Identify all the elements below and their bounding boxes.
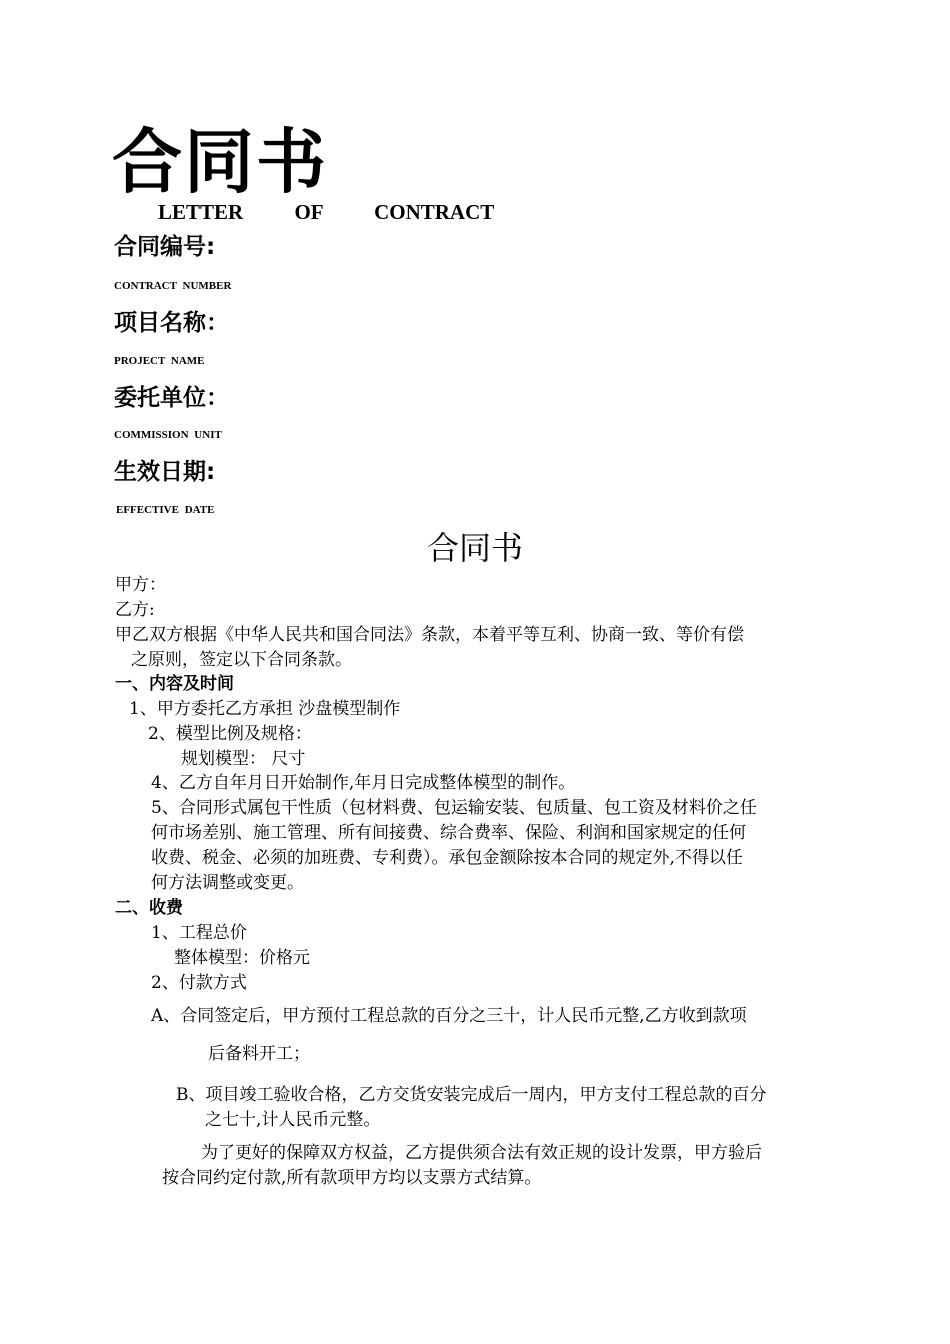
payment-b-line-2: 之七十,计人民币元整。 xyxy=(205,1110,381,1130)
effective-date-label: 生效日期: xyxy=(114,459,216,485)
intro-line-1: 甲乙双方根据《中华人民共和国合同法》条款，本着平等互利、协商一致、等价有偿 xyxy=(115,625,744,645)
s2-item-1-sub: 整体模型：价格元 xyxy=(174,948,310,968)
s1-item-5-line-2: 何市场差别、施工管理、所有间接费、综合费率、保险、利润和国家规定的任何 xyxy=(151,823,746,843)
s1-item-5-line-4: 何方法调整或变更。 xyxy=(151,873,304,893)
s2-item-2: 2、付款方式 xyxy=(151,973,247,993)
closing-line-1: 为了更好的保障双方权益，乙方提供须合法有效正规的设计发票，甲方验后 xyxy=(201,1143,762,1163)
contract-number-label-en: CONTRACT NUMBER xyxy=(114,280,232,292)
s1-item-2-sub: 规划模型： 尺寸 xyxy=(181,749,306,769)
contract-body-title: 合同书 xyxy=(426,529,523,567)
s1-item-5-line-3: 收费、税金、必须的加班费、专利费）。承包金额除按本合同的规定外,不得以任 xyxy=(151,848,743,868)
closing-line-2: 按合同约定付款,所有款项甲方均以支票方式结算。 xyxy=(162,1168,542,1188)
party-a-line: 甲方： xyxy=(115,575,166,595)
s1-item-4: 4、乙方自年月日开始制作,年月日完成整体模型的制作。 xyxy=(151,773,576,793)
contract-number-label: 合同编号: xyxy=(114,234,216,260)
s1-item-2: 2、模型比例及规格： xyxy=(148,724,312,744)
intro-line-2: 之原则，签定以下合同条款。 xyxy=(131,650,352,670)
cover-title: 合同书 xyxy=(112,121,328,203)
project-name-label-en: PROJECT NAME xyxy=(114,355,205,367)
party-b-line: 乙方: xyxy=(115,600,155,620)
project-name-label: 项目名称： xyxy=(114,310,229,336)
commission-unit-label: 委托单位： xyxy=(114,385,229,411)
payment-a-line-1: A、合同签定后，甲方预付工程总款的百分之三十，计人民币元整,乙方收到款项 xyxy=(151,1006,747,1026)
cover-subtitle-en: LETTER OF CONTRACT xyxy=(158,200,495,224)
effective-date-label-en: EFFECTIVE DATE xyxy=(116,504,215,516)
s1-item-5-line-1: 5、合同形式属包干性质（包材料费、包运输安装、包质量、包工资及材料价之任 xyxy=(151,798,757,818)
s1-item-1: 1、甲方委托乙方承担 沙盘模型制作 xyxy=(129,699,401,719)
commission-unit-label-en: COMMISSION UNIT xyxy=(114,429,222,441)
section-2-heading: 二、收费 xyxy=(115,898,183,918)
payment-a-line-2: 后备料开工； xyxy=(208,1044,310,1064)
s2-item-1: 1、工程总价 xyxy=(151,923,247,943)
payment-b-line-1: B、项目竣工验收合格，乙方交货安装完成后一周内，甲方支付工程总款的百分 xyxy=(176,1085,767,1105)
section-1-heading: 一、内容及时间 xyxy=(115,674,234,694)
